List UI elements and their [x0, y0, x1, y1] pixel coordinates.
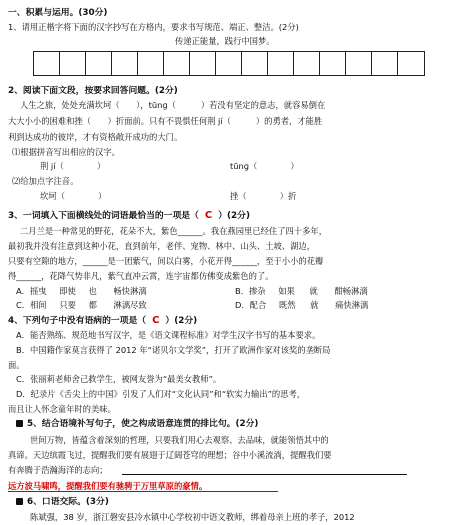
section-heading: 一、积累与运用。(30分): [8, 8, 108, 18]
answer-underline: [122, 474, 407, 475]
q2-blank-jl[interactable]: 荆 jí（ ）: [40, 161, 106, 171]
q2-blank-cz[interactable]: 挫（ ）折: [230, 191, 297, 201]
grid-cell[interactable]: [164, 52, 190, 75]
q6-heading-text: 6、口语交际。(3分): [27, 497, 109, 507]
q4-option-b-cont: 面。: [8, 360, 25, 370]
q2-paragraph-line: 人生之旅，处处充满坎坷（ ），tūnɡ（ ）若没有坚定的意志，就容易倒在: [20, 100, 326, 110]
option-word: 只要: [59, 300, 76, 310]
q2-blank-kk[interactable]: 坎坷（ ）: [40, 191, 107, 201]
q3-option-a[interactable]: [16, 286, 147, 297]
grid-cell[interactable]: [398, 52, 424, 75]
q3-heading-text: 3、一词填入下面横线处的词语最恰当的一项是（: [8, 211, 199, 221]
grid-cell[interactable]: [294, 52, 320, 75]
q4-option-a[interactable]: A．能否熟练、规范地书写汉字，是《语文课程标准》对学生汉字书写的基本要求。: [16, 330, 321, 340]
option-word: 既然: [278, 300, 296, 310]
q3-paragraph-line: 最初我并没有注意到这种小花，直到前年，老伴、宠物、林中、山头、土坡、湖边，: [8, 241, 315, 251]
q4-heading-tail: ）(2分): [165, 316, 198, 326]
grid-cell[interactable]: [216, 52, 242, 75]
option-word: 淋漓尽致: [113, 300, 147, 310]
q4-option-d[interactable]: D．纪录片《舌尖上的中国》引发了人们对“文化认同”和“软实力输出”的思考，: [16, 389, 306, 399]
option-word: 酣畅淋漓: [334, 286, 368, 296]
q5-paragraph-line: 有奔腾于浩瀚海洋的志向；: [8, 465, 108, 475]
grid-cell[interactable]: [138, 52, 164, 75]
option-word: 畅快淋漓: [113, 286, 147, 296]
question-1: 1、请用正楷字将下面的汉字抄写在方格内，要求书写规范、端正、整洁。(2分): [8, 22, 299, 32]
copy-text: 传递正能量，践行中国梦。: [175, 36, 275, 46]
q4-option-c[interactable]: C．张丽莉老师舍己救学生，被网友誉为“最美女教师”。: [16, 374, 222, 384]
grid-cell[interactable]: [34, 52, 60, 75]
q3-option-d[interactable]: [235, 300, 368, 311]
q2-subquestion-2: ⑵给加点字注音。: [12, 176, 79, 186]
option-word: 痛快淋漓: [335, 300, 369, 310]
option-word: 如果: [278, 286, 295, 296]
grid-cell[interactable]: [268, 52, 294, 75]
option-word: 即使: [59, 286, 76, 296]
question-4-heading: [8, 315, 197, 327]
grid-cell[interactable]: [112, 52, 138, 75]
q4-option-d-cont: 而且让人怀念童年时的美味。: [8, 404, 116, 414]
option-word: D．配合: [235, 300, 267, 310]
bullet-icon: [16, 420, 23, 427]
q2-paragraph-line: 大大小小的困难和挫（ ）折面前。只有不畏惧任何荆 jí（ ）的勇者，才能胜: [8, 116, 323, 126]
q4-option-b[interactable]: B．中国籍作家莫言获得了 2012 年“诺贝尔文学奖”，打开了欧洲作家对该奖的垄断局: [16, 345, 331, 355]
grid-cell[interactable]: [242, 52, 268, 75]
q3-answer: C: [204, 210, 213, 221]
question-6-heading: [16, 497, 109, 508]
grid-cell[interactable]: [346, 52, 372, 75]
question-5-heading: [16, 419, 258, 430]
option-word: 也: [88, 286, 97, 296]
q5-heading-text: 5、结合语境补写句子，使之构成语意连贯的排比句。(2分): [27, 419, 259, 429]
q2-blank-tung[interactable]: tūnɡ（ ）: [230, 161, 299, 171]
grid-cell[interactable]: [60, 52, 86, 75]
q5-paragraph-line: 世间万物，皆蕴含着深刻的哲理，只要我们用心去观察、去品味，就能领悟其中的: [30, 435, 329, 445]
grid-cell[interactable]: [190, 52, 216, 75]
q3-paragraph-line: 二月兰是一种常见的野花，花朵不大，紫色______。我在燕园里已经住了四十多年，: [20, 226, 327, 236]
q3-paragraph-line: 只要有空隙的地方，______是一团紫气，间以白雾，小花开得______，至于小小的花瓣: [8, 256, 324, 266]
bullet-icon: [16, 498, 23, 505]
q3-option-c[interactable]: [16, 300, 147, 311]
option-word: 就: [309, 286, 318, 296]
q4-answer: C: [152, 315, 160, 326]
grid-cell[interactable]: [320, 52, 346, 75]
q6-paragraph-line: 陈斌强，38 岁，浙江磐安县冷水镇中心学校初中语文教师，绑着母亲上班的孝子，2012: [30, 512, 355, 522]
question-3-heading: [8, 210, 250, 222]
option-word: 就: [310, 300, 319, 310]
grid-cell[interactable]: [372, 52, 398, 75]
grid-cell[interactable]: [86, 52, 112, 75]
question-2-heading: 2、阅读下面文段，按要求回答问题。(2分): [8, 86, 178, 96]
q3-paragraph-line: 得______，花降气势非凡，紫气直冲云霄，连宇宙都仿佛变成紫色的了。: [8, 271, 274, 281]
option-word: 都: [88, 300, 97, 310]
writing-grid[interactable]: [33, 51, 425, 76]
answer-underline: [8, 491, 278, 492]
q3-option-b[interactable]: [235, 286, 368, 297]
q5-answer: 远方波马啸鸣，提醒我们要有驰骋于万里草原的豪情。: [8, 481, 208, 491]
q2-paragraph-line: 利到达成功的彼岸，才有资格敞开成功的大门。: [8, 132, 183, 142]
q4-heading-text: 4、下列句子中没有语病的一项是（: [8, 316, 147, 326]
q3-heading-tail: ）(2分): [218, 211, 250, 221]
option-word: A．摇曳: [16, 286, 47, 296]
option-word: B．掺杂: [235, 286, 266, 296]
q5-paragraph-line: 真谛。天边缤霞飞过，提醒我们要有展翅于辽阔苍穹的理想；谷中小溪流淌，提醒我们要: [8, 450, 332, 460]
option-word: C．相间: [16, 300, 47, 310]
q2-subquestion-1: ⑴根据拼音写出相应的汉字。: [12, 147, 120, 157]
